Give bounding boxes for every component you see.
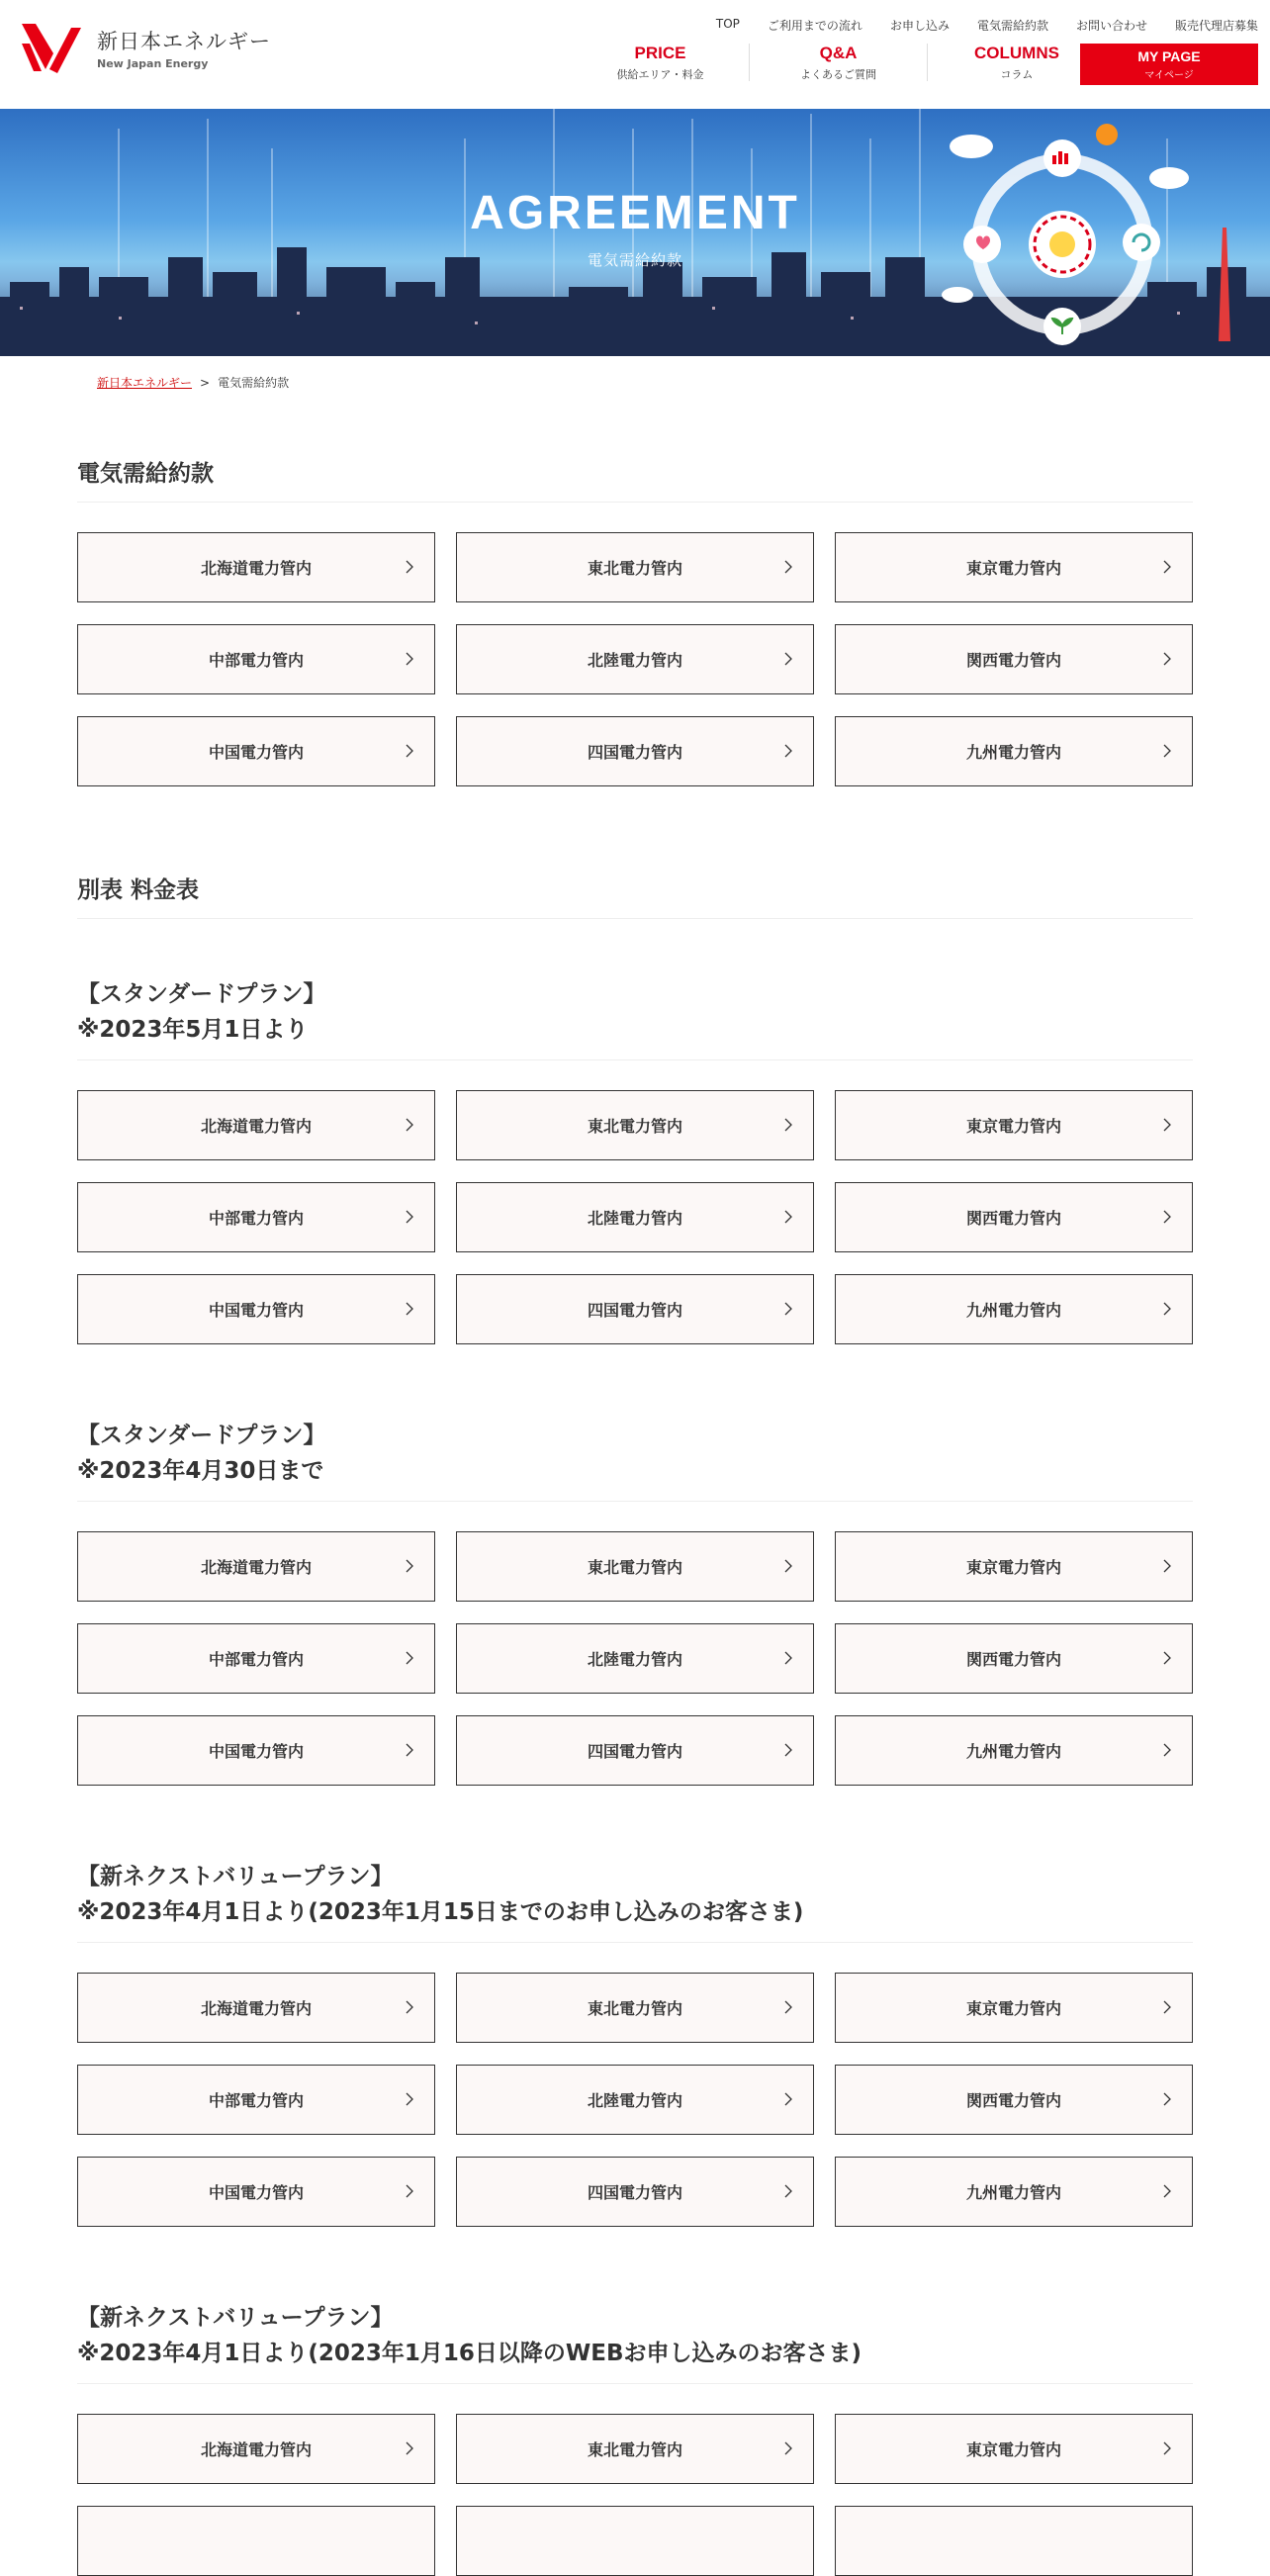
- chevron-right-icon: [403, 2183, 416, 2199]
- area-button-label: 中国電力管内: [208, 2183, 304, 2202]
- main-content: [77, 455, 1193, 2576]
- area-button-label: 関西電力管内: [965, 651, 1061, 670]
- plan-nextvalue-before-title: [77, 1859, 1193, 1943]
- plan-period: ※2023年5月1日より: [77, 1017, 309, 1043]
- chevron-right-icon: [1160, 2440, 1174, 2456]
- area-button-label: 東京電力管内: [965, 1999, 1061, 2018]
- area-button[interactable]: [456, 2157, 814, 2227]
- area-button-label: 中国電力管内: [208, 743, 304, 762]
- chevron-right-icon: [1160, 1209, 1174, 1225]
- area-button-label: 東北電力管内: [587, 559, 682, 578]
- area-button[interactable]: [835, 716, 1193, 786]
- plan-nextvalue-before-area-grid: [77, 1973, 1193, 2227]
- chevron-right-icon: [781, 2440, 795, 2456]
- area-button[interactable]: [456, 716, 814, 786]
- plan-name: 【スタンダードプラン】: [77, 1423, 326, 1448]
- chevron-right-icon: [781, 651, 795, 667]
- top-nav-top[interactable]: TOP: [715, 17, 740, 31]
- chevron-right-icon: [781, 1742, 795, 1758]
- agreement-area-grid: [77, 532, 1193, 786]
- area-button[interactable]: [456, 1090, 814, 1160]
- mypage-button-jp: マイページ: [1144, 70, 1194, 81]
- chevron-right-icon: [403, 1117, 416, 1133]
- area-button-label: 四国電力管内: [587, 1301, 682, 1320]
- main-nav: [572, 44, 1106, 81]
- chevron-right-icon: [1160, 2183, 1174, 2199]
- chevron-right-icon: [1160, 559, 1174, 575]
- area-button-label: 東京電力管内: [965, 1558, 1061, 1577]
- area-button-label: 四国電力管内: [587, 743, 682, 762]
- plan-name: 【スタンダードプラン】: [77, 981, 326, 1007]
- hero-title: AGREEMENT: [470, 187, 800, 239]
- chevron-right-icon: [1160, 1301, 1174, 1317]
- chevron-right-icon: [781, 1301, 795, 1317]
- area-button-label: 中国電力管内: [208, 1301, 304, 1320]
- area-button[interactable]: [77, 2414, 435, 2484]
- chevron-right-icon: [403, 1650, 416, 1666]
- area-button-label: 北陸電力管内: [587, 1650, 682, 1669]
- area-button[interactable]: [77, 2065, 435, 2135]
- sun-icon: [1096, 124, 1118, 145]
- breadcrumb-home-link[interactable]: 新日本エネルギー: [97, 376, 193, 390]
- area-button-label: 北陸電力管内: [587, 2091, 682, 2110]
- area-button[interactable]: [77, 624, 435, 694]
- area-button-label: 北陸電力管内: [587, 651, 682, 670]
- plan-period: ※2023年4月1日より(2023年1月15日までのお申し込みのお客さま): [77, 1899, 804, 1925]
- area-button[interactable]: [456, 1973, 814, 2043]
- main-nav-qa-en: Q&A: [819, 44, 858, 62]
- area-button[interactable]: [77, 1531, 435, 1602]
- area-button[interactable]: [77, 1182, 435, 1252]
- area-button-label: 関西電力管内: [965, 1209, 1061, 1228]
- hero-banner: [0, 109, 1270, 356]
- area-button-label: 九州電力管内: [965, 1742, 1061, 1761]
- area-button-label: 中国電力管内: [208, 1742, 304, 1761]
- top-nav-agency[interactable]: 販売代理店募集: [1174, 19, 1258, 33]
- breadcrumb-separator: >: [200, 376, 211, 390]
- area-button-label: 九州電力管内: [965, 2183, 1061, 2202]
- area-button-label: 中部電力管内: [208, 651, 304, 670]
- chevron-right-icon: [403, 2440, 416, 2456]
- area-button-label: 中部電力管内: [208, 2091, 304, 2110]
- main-nav-qa-jp: よくあるご質問: [800, 68, 876, 81]
- area-button-label: 東京電力管内: [965, 2440, 1061, 2459]
- area-button[interactable]: [835, 2065, 1193, 2135]
- area-button-label: 東北電力管内: [587, 1117, 682, 1136]
- top-nav-agreement[interactable]: 電気需給約款: [976, 19, 1048, 33]
- area-button-label: 九州電力管内: [965, 1301, 1061, 1320]
- logo-mark-icon: [20, 20, 83, 75]
- area-button-label: 東京電力管内: [965, 1117, 1061, 1136]
- chevron-right-icon: [781, 1558, 795, 1574]
- chevron-right-icon: [1160, 1742, 1174, 1758]
- area-button[interactable]: [456, 1531, 814, 1602]
- logo-english-name: New Japan Energy: [97, 56, 209, 70]
- area-button-label: 東北電力管内: [587, 2440, 682, 2459]
- hero-subtitle: 電気需給約款: [587, 251, 682, 269]
- breadcrumb: [97, 374, 289, 391]
- chevron-right-icon: [403, 1209, 416, 1225]
- area-button-label: 北海道電力管内: [200, 1999, 312, 2018]
- chevron-right-icon: [1160, 1650, 1174, 1666]
- chevron-right-icon: [1160, 1558, 1174, 1574]
- chevron-right-icon: [781, 1117, 795, 1133]
- main-nav-columns[interactable]: [928, 44, 1106, 81]
- chevron-right-icon: [1160, 2091, 1174, 2107]
- chevron-right-icon: [781, 1650, 795, 1666]
- area-button[interactable]: [835, 624, 1193, 694]
- breadcrumb-current: 電気需給約款: [218, 376, 290, 390]
- plan-name: 【新ネクストバリュープラン】: [77, 2305, 394, 2331]
- mypage-button[interactable]: [1080, 44, 1258, 85]
- chevron-right-icon: [1160, 743, 1174, 759]
- main-nav-qa[interactable]: [750, 44, 928, 81]
- area-button-label: 北海道電力管内: [200, 559, 312, 578]
- chevron-right-icon: [781, 559, 795, 575]
- area-button[interactable]: [456, 2414, 814, 2484]
- plan-standard-until-title: [77, 1418, 1193, 1502]
- chevron-right-icon: [403, 1742, 416, 1758]
- logo-japanese-name: 新日本エネルギー: [97, 29, 271, 53]
- chevron-right-icon: [403, 2091, 416, 2107]
- area-button[interactable]: [77, 1274, 435, 1344]
- area-button[interactable]: [835, 1090, 1193, 1160]
- area-button[interactable]: [456, 532, 814, 602]
- plan-name: 【新ネクストバリュープラン】: [77, 1864, 394, 1889]
- site-logo[interactable]: [20, 20, 271, 75]
- area-button[interactable]: [456, 2065, 814, 2135]
- area-button[interactable]: [77, 532, 435, 602]
- area-button-label: 四国電力管内: [587, 2183, 682, 2202]
- chevron-right-icon: [1160, 1999, 1174, 2015]
- plan-nextvalue-web-title: [77, 2300, 1193, 2384]
- plan-nextvalue-web-area-grid: [77, 2414, 1193, 2576]
- chevron-right-icon: [1160, 1117, 1174, 1133]
- top-nav-contact[interactable]: お問い合わせ: [1075, 19, 1147, 33]
- area-button[interactable]: [835, 1715, 1193, 1786]
- chevron-right-icon: [781, 743, 795, 759]
- area-button[interactable]: [835, 1973, 1193, 2043]
- chevron-right-icon: [781, 2183, 795, 2199]
- main-nav-columns-en: COLUMNS: [974, 44, 1059, 62]
- area-button-label: 中部電力管内: [208, 1209, 304, 1228]
- area-button[interactable]: [77, 716, 435, 786]
- area-button-label: 関西電力管内: [965, 2091, 1061, 2110]
- area-button-label: 北陸電力管内: [587, 1209, 682, 1228]
- area-button[interactable]: [77, 1973, 435, 2043]
- plan-period: ※2023年4月1日より(2023年1月16日以降のWEBお申し込みのお客さま): [77, 2341, 862, 2366]
- area-button[interactable]: [835, 532, 1193, 602]
- chevron-right-icon: [781, 2091, 795, 2107]
- area-button-label: 北海道電力管内: [200, 2440, 312, 2459]
- area-button[interactable]: [835, 1531, 1193, 1602]
- price-table-section-title: 別表 料金表: [77, 872, 1193, 919]
- top-utility-nav: [688, 17, 1258, 34]
- mypage-button-en: MY PAGE: [1137, 48, 1201, 64]
- area-button-label: 北海道電力管内: [200, 1558, 312, 1577]
- area-button[interactable]: [77, 2506, 435, 2576]
- chevron-right-icon: [1160, 651, 1174, 667]
- main-nav-columns-jp: コラム: [1000, 68, 1034, 81]
- area-button-label: 九州電力管内: [965, 743, 1061, 762]
- area-button[interactable]: [456, 624, 814, 694]
- chevron-right-icon: [403, 1999, 416, 2015]
- chevron-right-icon: [403, 743, 416, 759]
- area-button[interactable]: [835, 1182, 1193, 1252]
- area-button[interactable]: [835, 2506, 1193, 2576]
- area-button-label: 北海道電力管内: [200, 1117, 312, 1136]
- chevron-right-icon: [781, 1209, 795, 1225]
- chevron-right-icon: [403, 1558, 416, 1574]
- main-nav-price[interactable]: [572, 44, 750, 81]
- area-button[interactable]: [77, 1623, 435, 1694]
- plan-standard-from-title: [77, 976, 1193, 1060]
- area-button-label: 東北電力管内: [587, 1999, 682, 2018]
- site-header: [0, 0, 1270, 109]
- area-button[interactable]: [835, 1623, 1193, 1694]
- chevron-right-icon: [781, 1999, 795, 2015]
- area-button[interactable]: [77, 1715, 435, 1786]
- area-button-label: 関西電力管内: [965, 1650, 1061, 1669]
- area-button[interactable]: [456, 2506, 814, 2576]
- area-button-label: 中部電力管内: [208, 1650, 304, 1669]
- chevron-right-icon: [403, 1301, 416, 1317]
- area-button-label: 東北電力管内: [587, 1558, 682, 1577]
- area-button[interactable]: [456, 1274, 814, 1344]
- plan-standard-from-area-grid: [77, 1090, 1193, 1344]
- main-nav-price-en: PRICE: [634, 44, 686, 62]
- area-button-label: 四国電力管内: [587, 1742, 682, 1761]
- chevron-right-icon: [403, 651, 416, 667]
- main-nav-price-jp: 供給エリア・料金: [616, 68, 704, 81]
- chevron-right-icon: [403, 559, 416, 575]
- area-button[interactable]: [77, 1090, 435, 1160]
- area-button[interactable]: [456, 1715, 814, 1786]
- plan-standard-until-area-grid: [77, 1531, 1193, 1786]
- area-button[interactable]: [835, 2414, 1193, 2484]
- area-button-label: 東京電力管内: [965, 559, 1061, 578]
- area-button[interactable]: [835, 2157, 1193, 2227]
- area-button[interactable]: [456, 1182, 814, 1252]
- top-nav-flow[interactable]: ご利用までの流れ: [767, 19, 862, 33]
- agreement-section-title: 電気需給約款: [77, 455, 1193, 503]
- area-button[interactable]: [456, 1623, 814, 1694]
- top-nav-apply[interactable]: お申し込み: [889, 19, 950, 33]
- plan-period: ※2023年4月30日まで: [77, 1458, 324, 1484]
- area-button[interactable]: [77, 2157, 435, 2227]
- area-button[interactable]: [835, 1274, 1193, 1344]
